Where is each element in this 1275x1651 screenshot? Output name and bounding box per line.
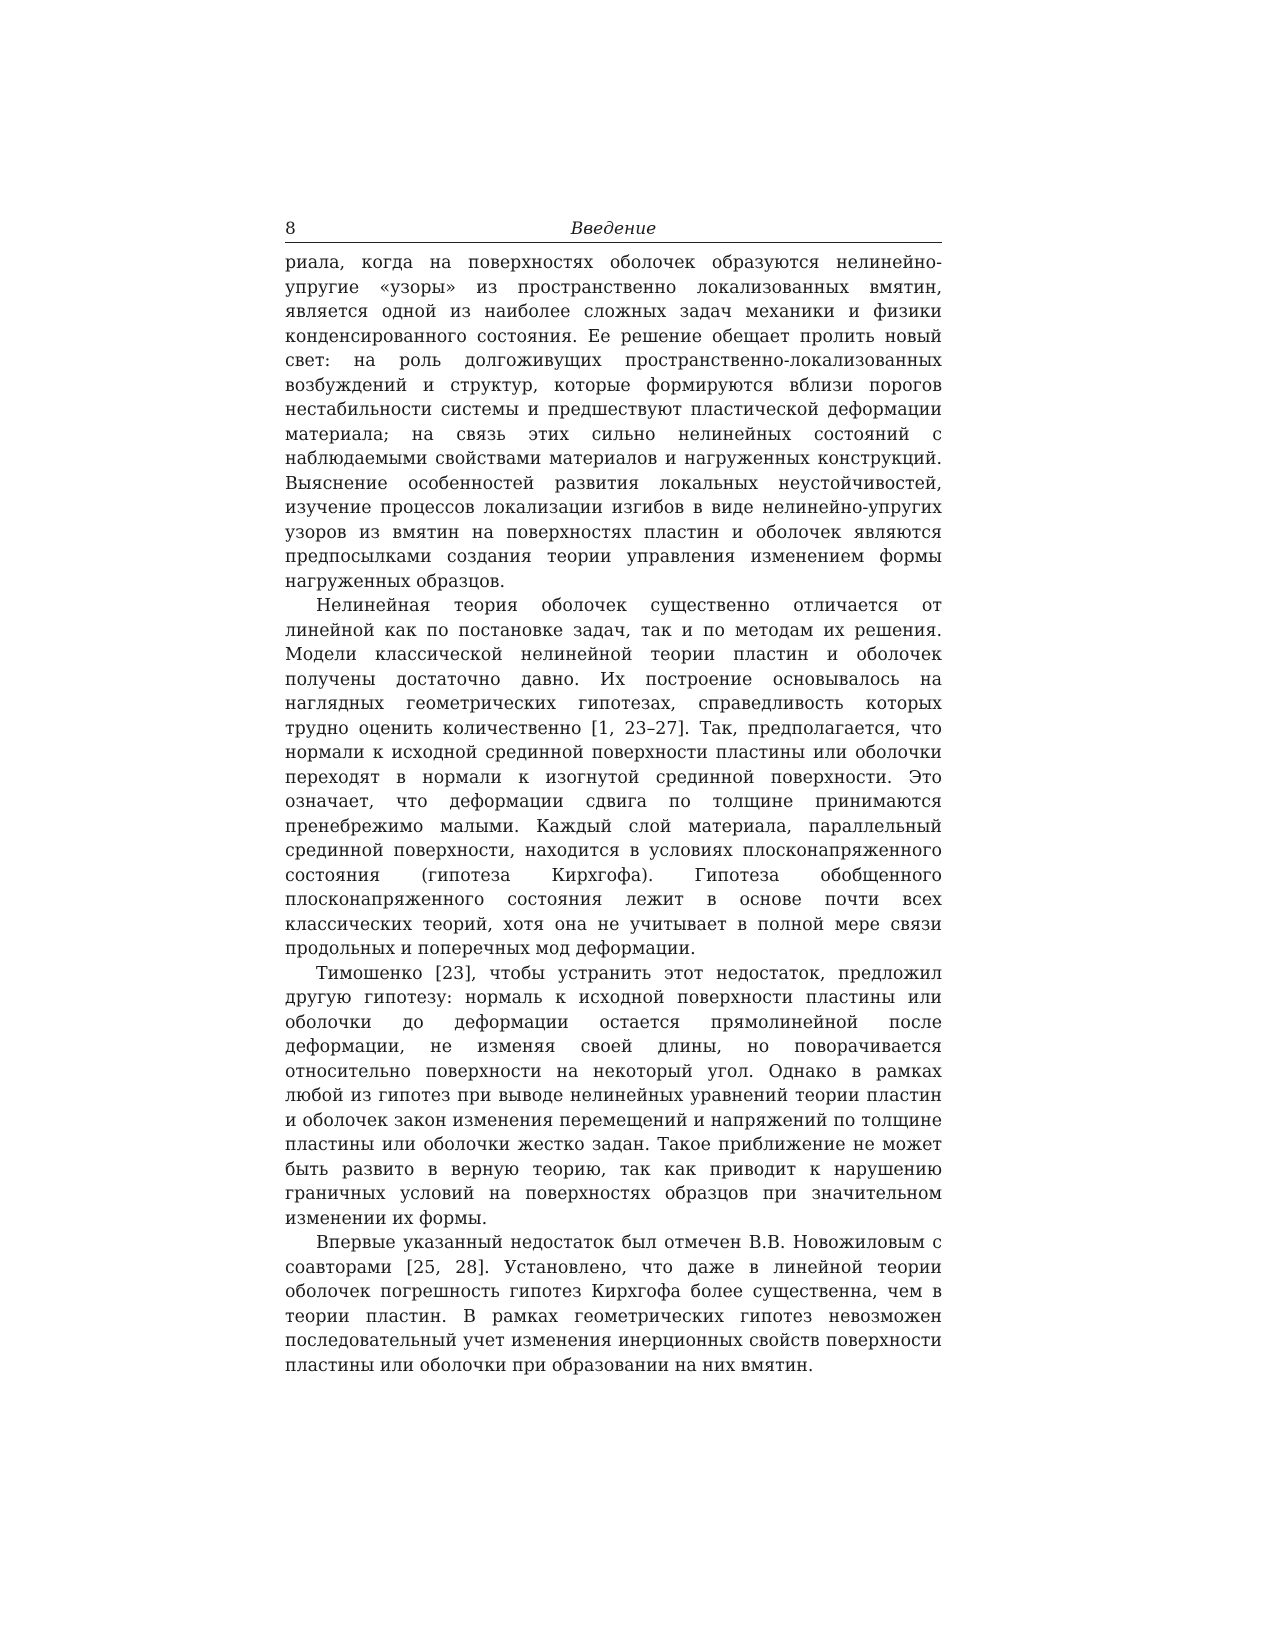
paragraph-novozhilov: Впервые указанный недостаток был отмечен В.В. Новожиловым с соавторами [25, 28]. Установлено, что даже в линейной теории оболочек погрешность гипотез Кирхгофа более существенна, чем в теории пластин. В рамках геометрических гипотез невозможен последовательный учет изменения инерционных свойств поверхности пластины или оболочки при образовании на них вмятин.	[285, 1233, 942, 1376]
book-page	[285, 216, 942, 1378]
page-number: 8	[285, 219, 296, 239]
paragraph-continuation: риала, когда на поверхностях оболочек образуются нелинейно-упругие «узоры» из пространственно локализованных вмятин, является одной из наиболее сложных задач механики и физики конденсированного состояния. Ее решение обещает пролить новый свет: на роль долгоживущих пространственно-локализованных возбуждений и структур, которые формируются вблизи порогов нестабильности системы и предшествуют пластической деформации материала; на связь этих сильно нелинейных состояний с наблюдаемыми свойствами материалов и нагруженных конструкций. Выяснение особенностей развития локальных неустойчивостей, изучение процессов локализации изгибов в виде нелинейно-упругих узоров из вмятин на поверхностях пластин и оболочек являются предпосылками создания теории управления изменением формы нагруженных образцов.	[285, 253, 942, 592]
body-text	[285, 251, 942, 1378]
paragraph-timoshenko: Тимошенко [23], чтобы устранить этот недостаток, предложил другую гипотезу: нормаль к исходной поверхности пластины или оболочки до деформации остается прямолинейной после деформации, не изменяя своей длины, но поворачивается относительно поверхности на некоторый угол. Однако в рамках любой из гипотез при выводе нелинейных уравнений теории пластин и оболочек закон изменения перемещений и напряжений по толщине пластины или оболочки жестко задан. Такое приближение не может быть развито в верную теорию, так как приводит к нарушению граничных условий на поверхностях образцов при значительном изменении их формы.	[285, 963, 942, 1229]
paragraph-nonlinear-theory: Нелинейная теория оболочек существенно отличается от линейной как по постановке задач, так и по методам их решения. Модели классической нелинейной теории пластин и оболочек получены достаточно давно. Их построение основывалось на наглядных геометрических гипотезах, справедливость которых трудно оценить количественно [1, 23–27]. Так, предполагается, что нормали к исходной срединной поверхности пластины или оболочки переходят в нормали к изогнутой срединной поверхности. Это означает, что деформации сдвига по толщине принимаются пренебрежимо малыми. Каждый слой материала, параллельный срединной поверхности, находится в условиях плосконапряженного состояния (гипотеза Кирхгофа). Гипотеза обобщенного плосконапряженного состояния лежит в основе почти всех классических теорий, хотя она не учитывает в полной мере связи продольных и поперечных мод деформации.	[285, 596, 942, 959]
running-title: Введение	[570, 219, 657, 239]
running-head	[285, 216, 942, 243]
